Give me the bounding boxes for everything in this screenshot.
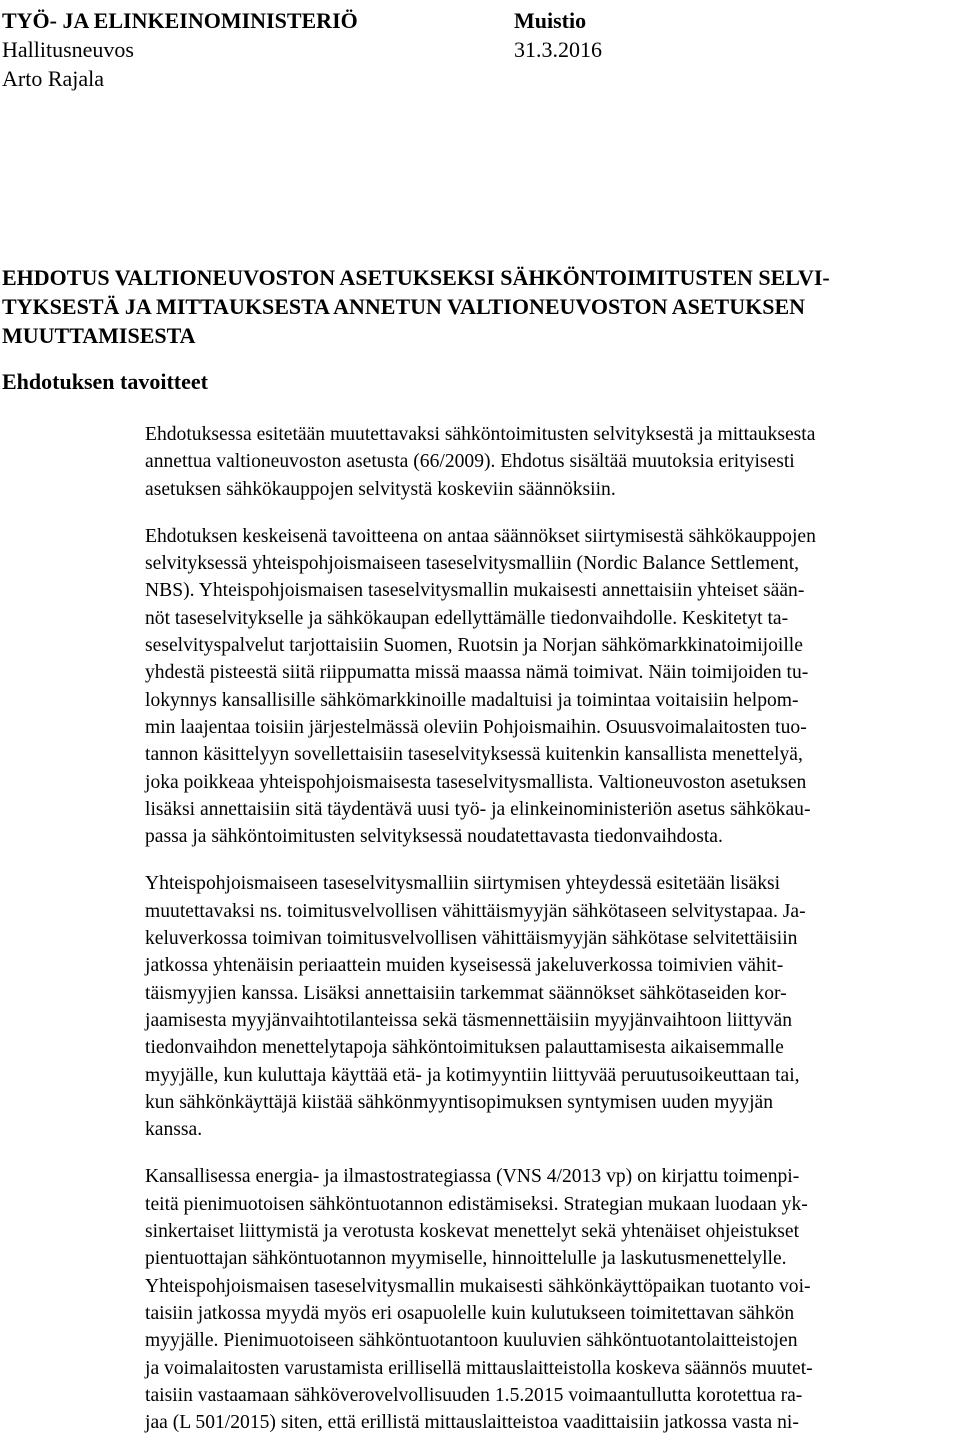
text-line: sinkertaiset liittymistä ja verotusta koskevat menettelyt sekä yhtenäiset ohjeistukset [145, 1221, 800, 1243]
document-title [2, 263, 942, 350]
text-line: seselvityspalvelut tarjottaisiin Suomen, Ruotsin ja Norjan sähkömarkkinatoimijoille [145, 635, 803, 657]
text-line: passa ja sähköntoimitusten selvityksessä noudatettavasta tiedonvaihdosta. [145, 826, 723, 848]
text-line: lisäksi annettaisiin sitä täydentävä uusi työ- ja elinkeinoministeriön asetus sähkökau- [145, 798, 811, 820]
header-row-2 [0, 35, 960, 64]
author-name: Arto Rajala [2, 66, 105, 91]
title-line: EHDOTUS VALTIONEUVOSTON ASETUKSEKSI SÄHKÖNTOIMITUSTEN SELVI- [2, 265, 830, 290]
text-line: Kansallisessa energia- ja ilmastostrategiassa (VNS 4/2013 vp) on kirjattu toimenpi- [145, 1166, 800, 1188]
text-line: Ehdotuksessa esitetään muutettavaksi sähköntoimitusten selvityksestä ja mittauksesta [145, 424, 816, 445]
text-line: ja voimalaitosten varustamista erillisellä mittauslaitteistolla koskeva säännös muutet- [145, 1357, 813, 1379]
document-date: 31.3.2016 [514, 37, 602, 62]
header-row-1 [0, 6, 960, 35]
text-line: tiedonvaihdon menettelytapoja sähköntoimituksen palauttamisesta aikaisemmalle [145, 1037, 784, 1059]
text-line: taisiin jatkossa myydä myös eri osapuolelle kuin kulutukseen toimitettavan sähkön [145, 1302, 795, 1324]
paragraph-2 [145, 523, 960, 851]
text-line: taisiin vastaamaan sähköverovelvollisuuden 1.5.2015 voimaantullutta korotettua ra- [145, 1384, 803, 1406]
text-line: jaamisesta myyjänvaihtotilanteissa sekä täsmennettäisiin myyjänvaihtoon liittyvän [145, 1009, 792, 1031]
text-line: asetuksen sähkökauppojen selvitystä koskeviin säännöksiin. [145, 478, 616, 500]
text-line: Ehdotuksen keskeisenä tavoitteena on antaa säännökset siirtymisestä sähkökauppojen [145, 525, 816, 547]
text-line: min laajentaa toisiin järjestelmässä oleviin Pohjoismaihin. Osuusvoimalaitosten tuo- [145, 716, 807, 738]
text-line: nöt taseselvitykselle ja sähkökaupan edellyttämälle tiedonvaihdolle. Keskitetyt ta- [145, 607, 789, 629]
title-line: TYKSESTÄ JA MITTAUKSESTA ANNETUN VALTIONEUVOSTON ASETUKSEN [2, 294, 806, 319]
text-line: Yhteispohjoismaiseen taseselvitysmalliin siirtymisen yhteydessä esitetään lisäksi [145, 873, 781, 895]
text-line: muutettavaksi ns. toimitusvelvollisen vähittäismyyjän sähkötaseen selvitystapaa. Ja- [145, 900, 806, 922]
author-title: Hallitusneuvos [2, 37, 134, 62]
text-line: myyjälle, kun kuluttaja käyttää etä- ja kotimyyntiin liittyvää peruutusoikeuttaan tai, [145, 1064, 800, 1086]
title-line: MUUTTAMISESTA [2, 323, 196, 348]
paragraph-1 [145, 421, 960, 503]
section-heading: Ehdotuksen tavoitteet [2, 369, 208, 394]
text-line: kanssa. [145, 1119, 203, 1141]
text-line: selvityksessä yhteispohjoismaiseen taseselvitysmalliin (Nordic Balance Settlement, [145, 553, 800, 575]
text-line: jaa (L 501/2015) siten, että erillistä mittauslaitteistoa vaadittaisiin jatkossa vasta ni- [145, 1412, 799, 1434]
document-header [0, 6, 960, 93]
text-line: myyjälle. Pienimuotoiseen sähköntuotantoon kuuluvien sähköntuotantolaitteistojen [145, 1330, 798, 1352]
header-row-3 [0, 64, 960, 93]
text-line: lokynnys kansallisille sähkömarkkinoille madaltuisi ja toimintaa voitaisiin helpom- [145, 689, 799, 711]
text-line: keluverkossa toimivan toimitusvelvollisen vähittäismyyjän sähkötase selvitettäisiin [145, 928, 798, 950]
text-line: tannon käsittelyyn sovellettaisiin taseselvityksessä kuitenkin kansallista menettelyä, [145, 744, 803, 766]
text-line: Yhteispohjoismaisen taseselvitysmallin mukaisesti sähkönkäyttöpaikan tuotanto voi- [145, 1275, 811, 1297]
paragraph-3 [145, 870, 960, 1143]
ministry-name: TYÖ- JA ELINKEINOMINISTERIÖ [2, 8, 358, 33]
text-line: pientuottajan sähköntuotannon myymiselle, hinnoittelulle ja laskutusmenettelylle. [145, 1248, 787, 1270]
text-line: joka poikkeaa yhteispohjoismaisesta taseselvitysmallista. Valtioneuvoston asetuksen [145, 771, 807, 793]
text-line: yhdestä pisteestä siitä riippumatta missä maassa nämä toimivat. Näin toimijoiden tu- [145, 662, 809, 684]
document-body [145, 421, 960, 1436]
text-line: annettua valtioneuvoston asetusta (66/2009). Ehdotus sisältää muutoksia erityisesti [145, 451, 795, 473]
text-line: NBS). Yhteispohjoismaisen taseselvitysmallin mukaisesti annettaisiin yhteiset sään- [145, 580, 805, 602]
text-line: kun sähkönkäyttäjä kiistää sähkönmyyntisopimuksen syntymisen uuden myyjän [145, 1091, 774, 1113]
text-line: teitä pienimuotoisen sähköntuotannon edistämiseksi. Strategian mukaan luodaan yk- [145, 1193, 808, 1215]
text-line: jatkossa yhtenäisin periaattein muiden kyseisessä jakeluverkossa toimivien vähit- [145, 955, 784, 977]
document-type: Muistio [514, 8, 587, 33]
paragraph-4 [145, 1163, 960, 1436]
text-line: täismyyjien kanssa. Lisäksi annettaisiin tarkemmat säännökset sähkötaseiden kor- [145, 982, 787, 1004]
